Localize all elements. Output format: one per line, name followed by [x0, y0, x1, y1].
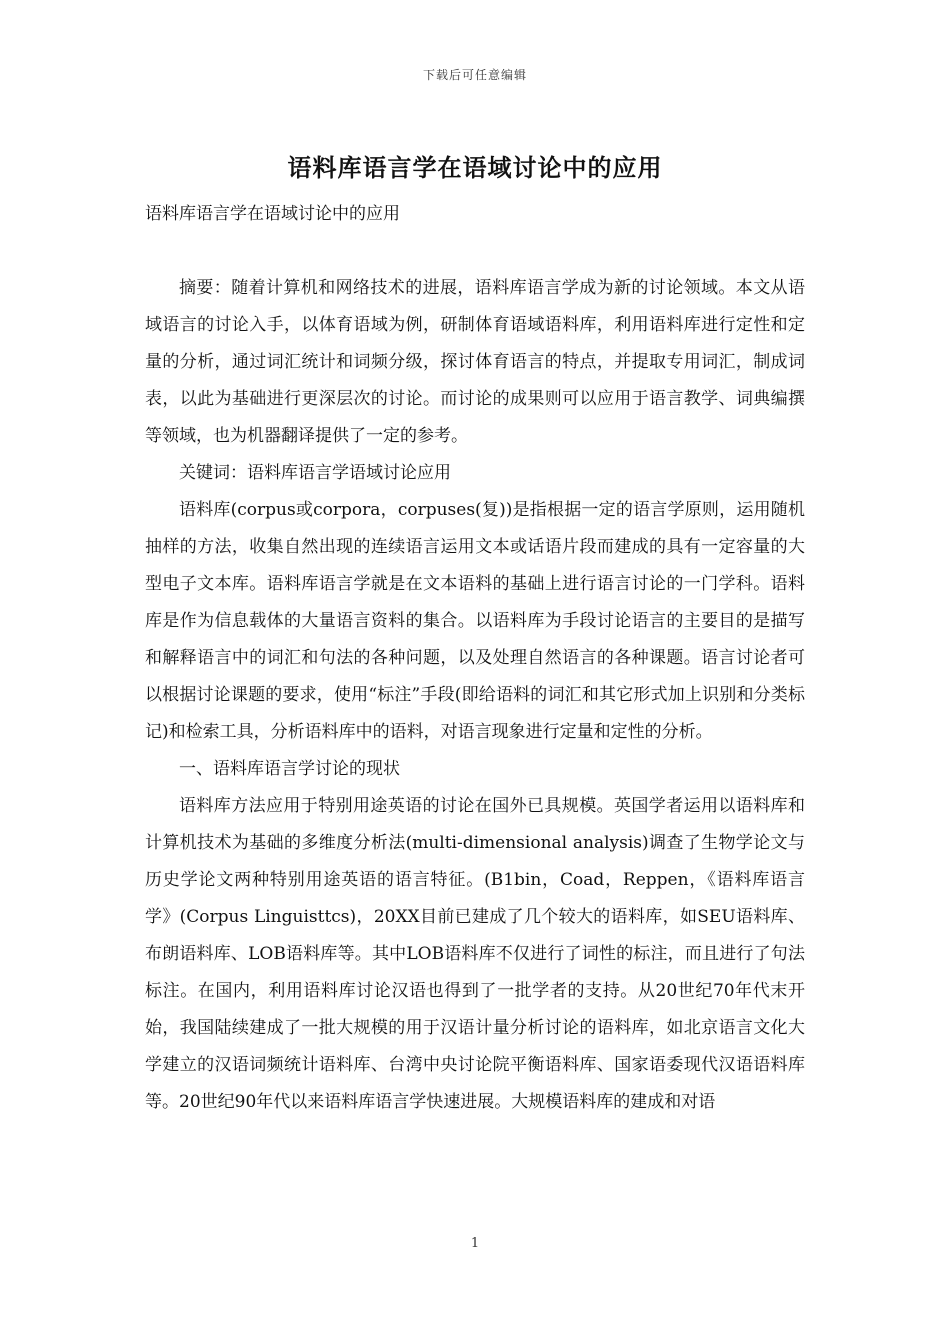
keywords-line: 关键词：语料库语言学语域讨论应用	[179, 463, 451, 483]
page-number: 1	[470, 1236, 480, 1251]
blank-line	[145, 233, 805, 270]
document-title: 语料库语言学在语域讨论中的应用	[287, 153, 663, 182]
abstract-paragraph: 摘要：随着计算机和网络技术的进展，语料库语言学成为新的讨论领域。本文从语域语言的讨论入手，以体育语域为例，研制体育语域语料库，利用语料库进行定性和定量的分析，通过词汇统计和词频分级，探讨体育语言的特点，并提取专用词汇，制成词表，以此为基础进行更深层次的讨论。而讨论的成果则可以应用于语言教学、词典编撰等领域，也为机器翻译提供了一定的参考。	[145, 278, 805, 446]
body-paragraph-research-status: 语料库方法应用于特别用途英语的讨论在国外已具规模。英国学者运用以语料库和计算机技术为基础的多维度分析法(multi-dimensional analysis)调查了生物学论文与历史学论文两种特别用途英语的语言特征。(B1bin，Coad，Reppen，《语料库语言学》(Corpus Linguisttcs)，20XX目前已建成了几个较大的语料库，如SEU语料库、布朗语料库、LOB语料库等。其中LOB语料库不仅进行了词性的标注，而且进行了句法标注。在国内，利用语料库讨论汉语也得到了一批学者的支持。从20世纪70年代末开始，我国陆续建成了一批大规模的用于汉语计量分析讨论的语料库，如北京语言文化大学建立的汉语词频统计语料库、台湾中央讨论院平衡语料库、国家语委现代汉语语料库等。20世纪90年代以来语料库语言学快速进展。大规模语料库的建成和对语	[145, 796, 805, 1112]
section-heading-status: 一、语料库语言学讨论的现状	[179, 759, 400, 779]
header-note: 下载后可任意编辑	[422, 68, 527, 82]
document-body	[145, 196, 805, 1121]
document-subtitle: 语料库语言学在语域讨论中的应用	[145, 204, 400, 224]
body-paragraph-corpus-definition: 语料库(corpus或corpora，corpuses(复))是指根据一定的语言学原则，运用随机抽样的方法，收集自然出现的连续语言运用文本或话语片段而建成的具有一定容量的大型电子文本库。语料库语言学就是在文本语料的基础上进行语言讨论的一门学科。语料库是作为信息载体的大量语言资料的集合。以语料库为手段讨论语言的主要目的是描写和解释语言中的词汇和句法的各种问题，以及处理自然语言的各种课题。语言讨论者可以根据讨论课题的要求，使用“标注”手段(即给语料的词汇和其它形式加上识别和分类标记)和检索工具，分析语料库中的语料，对语言现象进行定量和定性的分析。	[145, 500, 805, 742]
